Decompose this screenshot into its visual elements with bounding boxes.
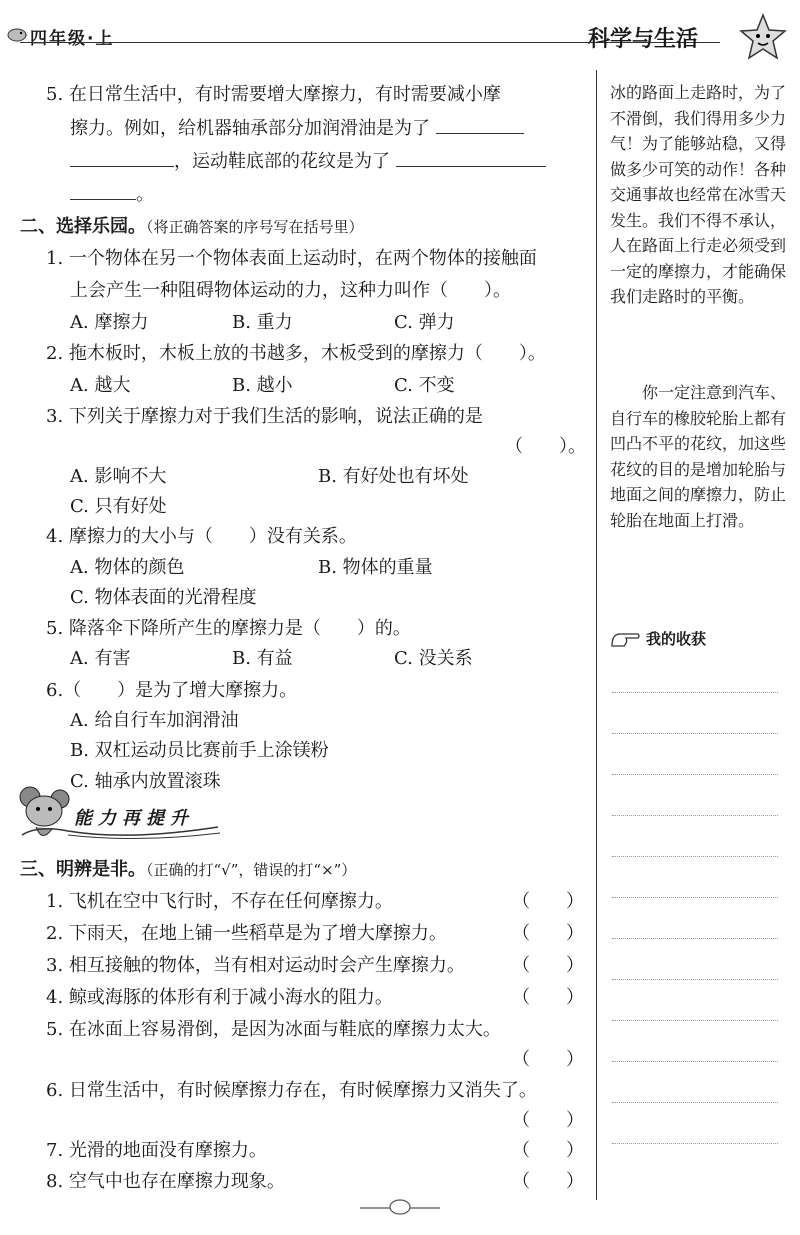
section-3-title: 三、明辨是非。 — [20, 859, 146, 880]
answer-blank-2[interactable] — [396, 148, 546, 167]
note-line[interactable] — [612, 1020, 778, 1021]
sidebar-paragraph-2: 你一定注意到汽车、自行车的橡胶轮胎上都有凹凸不平的花纹，加这些花纹的目的是增加轮胎与地面之间的摩擦力，防止轮胎在地面上打滑。 — [610, 383, 787, 530]
sidebar-paragraph-1: 冰的路面上走路时，为了不滑倒，我们得用多少力气！为了能够站稳，又得做多少可笑的动作！各种交通事故也经常在冰雪天发生。我们不得不承认，人在路面上行走必须受到一定的摩擦力，才能确保我们走路时的平衡。 — [610, 83, 787, 306]
judge-item: 4. 鲸或海豚的体形有利于减小海水的阻力。 — [46, 987, 393, 1008]
answer-paren[interactable]: （ ） — [512, 1140, 584, 1161]
bird-icon — [6, 24, 28, 42]
choice-q1-option-a: A. 摩擦力 — [70, 312, 149, 333]
answer-paren[interactable]: （ ） — [512, 987, 584, 1008]
choice-q4-option-c: C. 物体表面的光滑程度 — [70, 587, 257, 608]
answer-paren[interactable]: （ ） — [512, 1171, 584, 1192]
answer-paren[interactable]: （ ） — [512, 955, 584, 976]
choice-q6-option-a: A. 给自行车加润滑油 — [70, 710, 239, 731]
note-line[interactable] — [612, 692, 778, 693]
choice-q5-option-b: B. 有益 — [232, 648, 293, 669]
note-line[interactable] — [612, 1143, 778, 1144]
choice-q6-option-b: B. 双杠运动员比赛前手上涂镁粉 — [70, 740, 329, 761]
choice-q3-option-a: A. 影响不大 — [70, 466, 167, 487]
judge-item: 8. 空气中也存在摩擦力现象。 — [46, 1171, 285, 1192]
choice-q5: 5. 降落伞下降所产生的摩擦力是（ ）的。 — [46, 618, 411, 639]
answer-paren[interactable]: （ ） — [512, 1049, 584, 1070]
note-line[interactable] — [612, 897, 778, 898]
choice-q1-option-b: B. 重力 — [232, 312, 293, 333]
choice-q2-option-a: A. 越大 — [70, 375, 131, 396]
judge-item: 6. 日常生活中，有时候摩擦力存在，有时候摩擦力又消失了。 — [46, 1080, 537, 1101]
answer-blank-1[interactable] — [436, 115, 524, 134]
answer-blank-1-cont[interactable] — [70, 148, 174, 167]
judge-item: 3. 相互接触的物体，当有相对运动时会产生摩擦力。 — [46, 955, 465, 976]
note-line[interactable] — [612, 938, 778, 939]
choice-q2-option-b: B. 越小 — [232, 375, 293, 396]
choice-q1-option-c: C. 弹力 — [394, 312, 455, 333]
banner-title: 能力再提升 — [74, 808, 194, 829]
choice-q4: 4. 摩擦力的大小与（ ）没有关系。 — [46, 526, 357, 547]
note-line[interactable] — [612, 733, 778, 734]
choice-q1-line2: 上会产生一种阻碍物体运动的力，这种力叫作（ ）。 — [70, 280, 511, 301]
choice-q6-option-c: C. 轴承内放置滚珠 — [70, 771, 221, 792]
section-2-note: （将正确答案的序号写在括号里） — [146, 218, 364, 236]
judge-item: 2. 下雨天，在地上铺一些稻草是为了增大摩擦力。 — [46, 923, 447, 944]
choice-q1-line1: 1. 一个物体在另一个物体表面上运动时，在两个物体的接触面 — [46, 248, 537, 269]
choice-q5-option-a: A. 有害 — [70, 648, 131, 669]
judge-item: 1. 飞机在空中飞行时，不存在任何摩擦力。 — [46, 891, 393, 912]
star-mascot-icon — [738, 12, 788, 62]
page-ornament — [355, 1196, 445, 1216]
choice-q3-line1: 3. 下列关于摩擦力对于我们生活的影响，说法正确的是 — [46, 406, 483, 427]
sidebar-divider — [596, 70, 597, 1200]
judge-item: 5. 在冰面上容易滑倒，是因为冰面与鞋底的摩擦力太大。 — [46, 1019, 501, 1040]
choice-q4-option-b: B. 物体的重量 — [318, 557, 433, 578]
pointing-hand-icon — [610, 626, 642, 650]
brand-title: 科学与生活 — [588, 27, 699, 52]
choice-q2: 2. 拖木板时，木板上放的书越多，木板受到的摩擦力（ ）。 — [46, 343, 546, 364]
choice-q4-option-a: A. 物体的颜色 — [70, 557, 185, 578]
note-line[interactable] — [612, 1102, 778, 1103]
grade-label: 四年级·上 — [30, 29, 115, 49]
fill-q5-line3: ，运动鞋底部的花纹是为了 — [174, 151, 390, 172]
choice-q3-option-c: C. 只有好处 — [70, 496, 167, 517]
judge-item: 7. 光滑的地面没有摩擦力。 — [46, 1140, 267, 1161]
choice-q2-option-c: C. 不变 — [394, 375, 455, 396]
note-line[interactable] — [612, 815, 778, 816]
answer-blank-2-cont[interactable] — [70, 181, 136, 200]
fill-q5-line2: 擦力。例如，给机器轴承部分加润滑油是为了 — [70, 118, 430, 139]
note-line[interactable] — [612, 979, 778, 980]
choice-q3-answer[interactable]: （ ）。 — [505, 436, 586, 457]
answer-paren[interactable]: （ ） — [512, 1110, 584, 1131]
note-line[interactable] — [612, 856, 778, 857]
fill-q5-line1: 5. 在日常生活中，有时需要增大摩擦力，有时需要减小摩 — [46, 84, 501, 105]
note-line[interactable] — [612, 774, 778, 775]
answer-paren[interactable]: （ ） — [512, 923, 584, 944]
answer-paren[interactable]: （ ） — [512, 891, 584, 912]
section-3-note: （正确的打“√”，错误的打“×”） — [146, 861, 357, 879]
note-line[interactable] — [612, 1061, 778, 1062]
choice-q6: 6.（ ）是为了增大摩擦力。 — [46, 680, 298, 701]
harvest-heading: 我的收获 — [646, 630, 707, 648]
fill-q5-line4: 。 — [136, 184, 154, 205]
choice-q3-option-b: B. 有好处也有坏处 — [318, 466, 469, 487]
choice-q5-option-c: C. 没关系 — [394, 648, 473, 669]
section-2-title: 二、选择乐园。 — [20, 216, 146, 237]
